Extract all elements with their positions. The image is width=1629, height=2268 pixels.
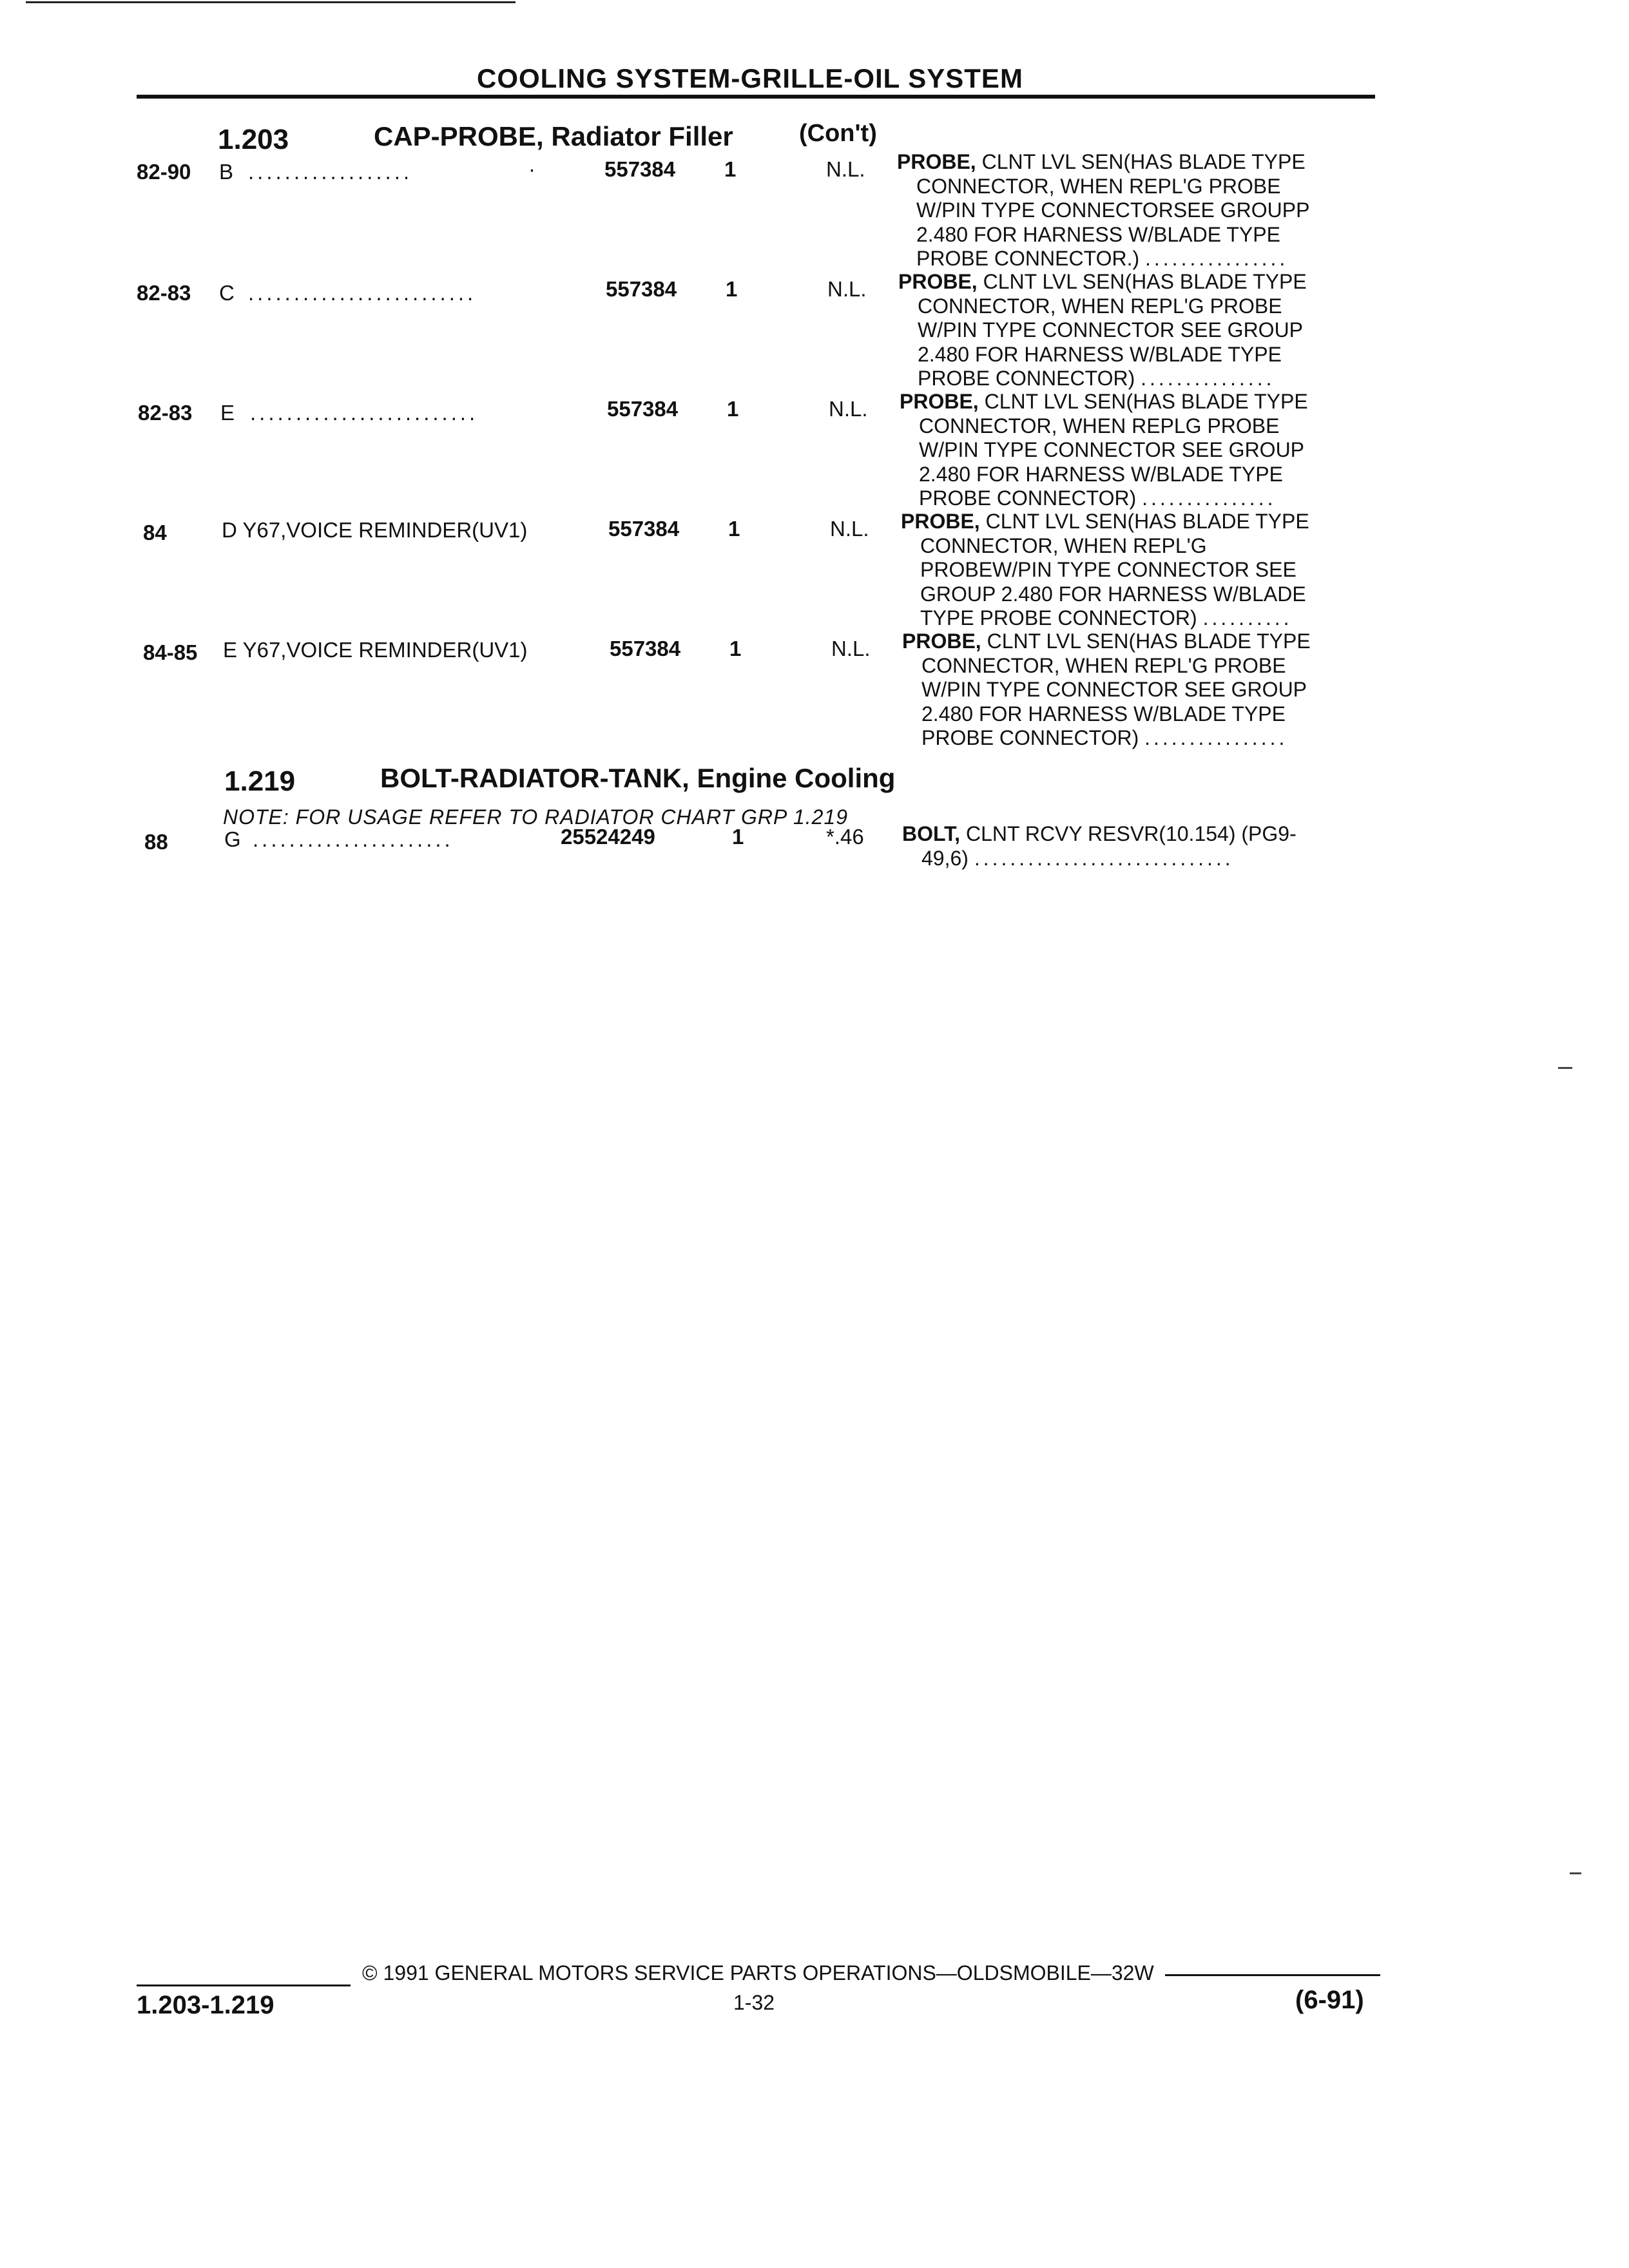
price: N.L. [829,397,868,421]
part-number: 25524249 [561,825,655,849]
description [898,270,1307,391]
leader-dots: ............................. [974,846,1234,870]
leader-dots: ......................... [250,401,479,425]
leader-dots: ................ [1145,247,1289,270]
quantity: 1 [728,517,740,541]
section-number: 1.203 [218,124,289,155]
part-number: 557384 [604,157,676,181]
quantity: 1 [727,397,739,421]
description [902,822,1296,870]
leader-dots: ...................... [253,827,454,851]
desc-keyword: PROBE, [901,510,980,533]
leader-dots: ............... [1142,486,1277,510]
year-range: 82-83 [137,281,191,305]
page-number: 1-32 [733,1991,775,2014]
description [901,510,1309,631]
desc-line: CONNECTOR, WHEN REPL'G PROBE [918,294,1282,318]
description [902,629,1311,751]
section-number: 1.219 [224,765,296,797]
year-range: 84 [143,521,167,544]
part-number: 557384 [610,637,681,660]
desc-line: PROBE CONNECTOR) [918,367,1135,390]
part-number: 557384 [607,397,679,421]
desc-keyword: PROBE, [897,150,976,173]
part-number: 557384 [606,277,677,301]
page-title: COOLING SYSTEM-GRILLE-OIL SYSTEM [477,63,1023,93]
desc-line: W/PIN TYPE CONNECTORSEE GROUPP [916,198,1310,222]
continued-label: (Con't) [799,120,877,147]
desc-line: W/PIN TYPE CONNECTOR SEE GROUP [919,438,1305,461]
desc-line: PROBEW/PIN TYPE CONNECTOR SEE [920,558,1296,581]
code: E Y67,VOICE REMINDER(UV1) [223,638,528,662]
usage-note: NOTE: FOR USAGE REFER TO RADIATOR CHART GRP 1.219 [223,805,849,829]
year-range: 82-90 [137,160,191,184]
desc-line: PROBE CONNECTOR.) [916,247,1140,270]
price: *.46 [826,825,864,849]
desc-line: TYPE PROBE CONNECTOR) [920,606,1197,629]
desc-line: GROUP 2.480 FOR HARNESS W/BLADE [920,582,1306,606]
quantity: 1 [724,157,737,181]
desc-line: CLNT RCVY RESVR(10.154) (PG9- [965,822,1296,845]
code: G [224,827,241,851]
desc-line: CONNECTOR, WHEN REPL'G PROBE [921,653,1286,677]
scan-speck [1570,1872,1581,1874]
footer-rule-right [1165,1974,1380,1976]
desc-line: 2.480 FOR HARNESS W/BLADE TYPE [918,342,1282,366]
desc-line: CLNT LVL SEN(HAS BLADE TYPE [981,150,1306,173]
quantity: 1 [726,277,738,301]
footer-section-range: 1.203-1.219 [137,1991,275,2019]
scan-speck [1558,1067,1572,1069]
leader-dots: ............... [1141,367,1275,390]
quantity: 1 [732,825,744,849]
desc-line: CLNT LVL SEN(HAS BLADE TYPE [984,390,1308,413]
revision-date: (6-91) [1295,1986,1364,2014]
year-range: 84-85 [143,640,198,664]
desc-line: CONNECTOR, WHEN REPLG PROBE [919,414,1280,437]
footer-copyright: © 1991 GENERAL MOTORS SERVICE PARTS OPERATIONS—OLDSMOBILE—32W [362,1961,1154,1984]
year-range: 82-83 [138,401,193,425]
desc-line: CLNT LVL SEN(HAS BLADE TYPE [983,270,1307,293]
desc-line: 2.480 FOR HARNESS W/BLADE TYPE [921,702,1286,726]
price: N.L. [831,637,871,660]
price: N.L. [830,517,869,541]
desc-keyword: PROBE, [900,390,979,413]
scan-top-rule [26,1,516,3]
mark: · [528,157,535,181]
description [900,390,1308,511]
desc-line: 2.480 FOR HARNESS W/BLADE TYPE [919,462,1283,486]
desc-line: W/PIN TYPE CONNECTOR SEE GROUP [921,678,1307,701]
code: B [219,160,234,184]
code: D Y67,VOICE REMINDER(UV1) [222,518,528,542]
desc-line: PROBE CONNECTOR) [919,486,1137,510]
desc-keyword: BOLT, [902,822,961,845]
code: E [220,401,235,425]
code: C [219,281,235,305]
desc-line: CLNT LVL SEN(HAS BLADE TYPE [987,629,1311,653]
desc-keyword: PROBE, [902,629,981,653]
price: N.L. [827,277,867,301]
desc-line: CONNECTOR, WHEN REPL'G [920,533,1207,557]
desc-line: CONNECTOR, WHEN REPL'G PROBE [916,174,1281,198]
desc-line: CLNT LVL SEN(HAS BLADE TYPE [985,510,1309,533]
desc-line: 2.480 FOR HARNESS W/BLADE TYPE [916,222,1280,246]
desc-line: 49,6) [921,846,969,870]
section-title: CAP-PROBE, Radiator Filler [374,121,733,151]
leader-dots: .......... [1202,606,1293,629]
leader-dots: ......................... [248,281,477,305]
year-range: 88 [144,830,168,854]
quantity: 1 [729,637,742,660]
section-title: BOLT-RADIATOR-TANK, Engine Cooling [380,763,896,793]
description [897,150,1309,271]
desc-line: PROBE CONNECTOR) [921,726,1139,749]
desc-keyword: PROBE, [898,270,978,293]
header-rule [137,95,1375,99]
leader-dots: ................ [1144,726,1288,749]
part-number: 557384 [608,517,680,541]
price: N.L. [826,157,865,181]
desc-line: W/PIN TYPE CONNECTOR SEE GROUP [918,318,1304,341]
footer-rule-left [137,1984,351,1986]
leader-dots: .................. [248,160,413,184]
